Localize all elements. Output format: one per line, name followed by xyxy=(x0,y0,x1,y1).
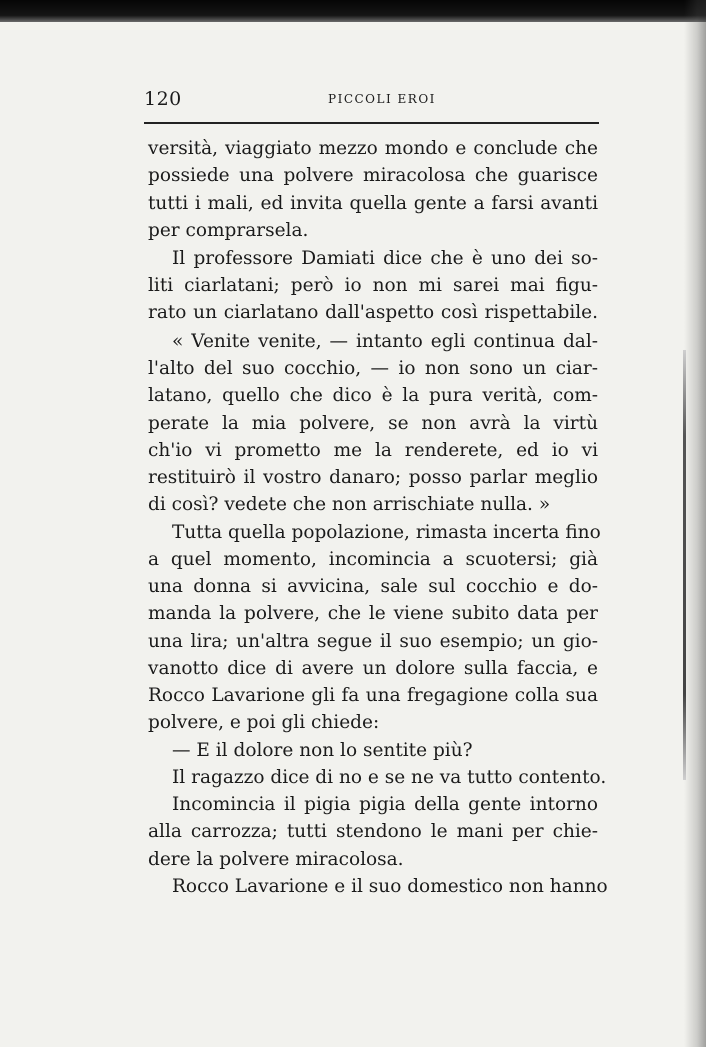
page-number: 120 xyxy=(144,88,182,110)
text-line: — E il dolore non lo sentite più? xyxy=(172,740,473,761)
text-line: alla carrozza; tutti stendono le mani per chie- xyxy=(148,821,598,842)
text-line: Tutta quella popolazione, rimasta incerta fino xyxy=(172,522,601,543)
text-line: rato un ciarlatano dall'aspetto così rispettabile. xyxy=(148,302,598,323)
text-line: versità, viaggiato mezzo mondo e conclude che xyxy=(148,138,598,159)
text-line: possiede una polvere miracolosa che guarisce xyxy=(148,165,598,186)
header-rule xyxy=(144,122,599,124)
text-line: latano, quello che dico è la pura verità, com- xyxy=(148,385,598,406)
text-line: dere la polvere miracolosa. xyxy=(148,849,404,870)
text-line: ch'io vi prometto me la renderete, ed io vi xyxy=(148,440,598,461)
text-line: l'alto del suo cocchio, — io non sono un ciar- xyxy=(148,358,598,379)
text-line: tutti i mali, ed invita quella gente a farsi avanti xyxy=(148,193,598,214)
text-line: una donna si avvicina, sale sul cocchio e do- xyxy=(148,576,598,597)
text-line: Incomincia il pigia pigia della gente intorno xyxy=(172,794,598,815)
text-line: liti ciarlatani; però io non mi sarei mai figu- xyxy=(148,275,598,296)
running-head xyxy=(144,88,599,118)
text-line: polvere, e poi gli chiede: xyxy=(148,712,380,733)
text-line: una lira; un'altra segue il suo esempio; un gio- xyxy=(148,631,598,652)
text-line: vanotto dice di avere un dolore sulla faccia, e xyxy=(148,658,598,679)
text-line: Il ragazzo dice di no e se ne va tutto contento. xyxy=(172,767,607,788)
text-line: Rocco Lavarione e il suo domestico non hanno xyxy=(172,876,608,897)
text-line: a quel momento, incomincia a scuotersi; già xyxy=(148,549,598,570)
text-line: Il professore Damiati dice che è uno dei so- xyxy=(172,248,598,269)
text-line: restituirò il vostro danaro; posso parlar meglio xyxy=(148,467,598,488)
text-line: Rocco Lavarione gli fa una fregagione colla sua xyxy=(148,685,598,706)
running-title: PICCOLI EROI xyxy=(328,92,436,106)
text-line: « Venite venite, — intanto egli continua dal- xyxy=(172,331,598,352)
text-line: perate la mia polvere, se non avrà la virtù xyxy=(148,413,598,434)
text-line: per comprarsela. xyxy=(148,220,309,241)
text-line: manda la polvere, che le viene subito data per xyxy=(148,603,598,624)
text-line: di così? vedete che non arrischiate nulla. » xyxy=(148,494,551,515)
